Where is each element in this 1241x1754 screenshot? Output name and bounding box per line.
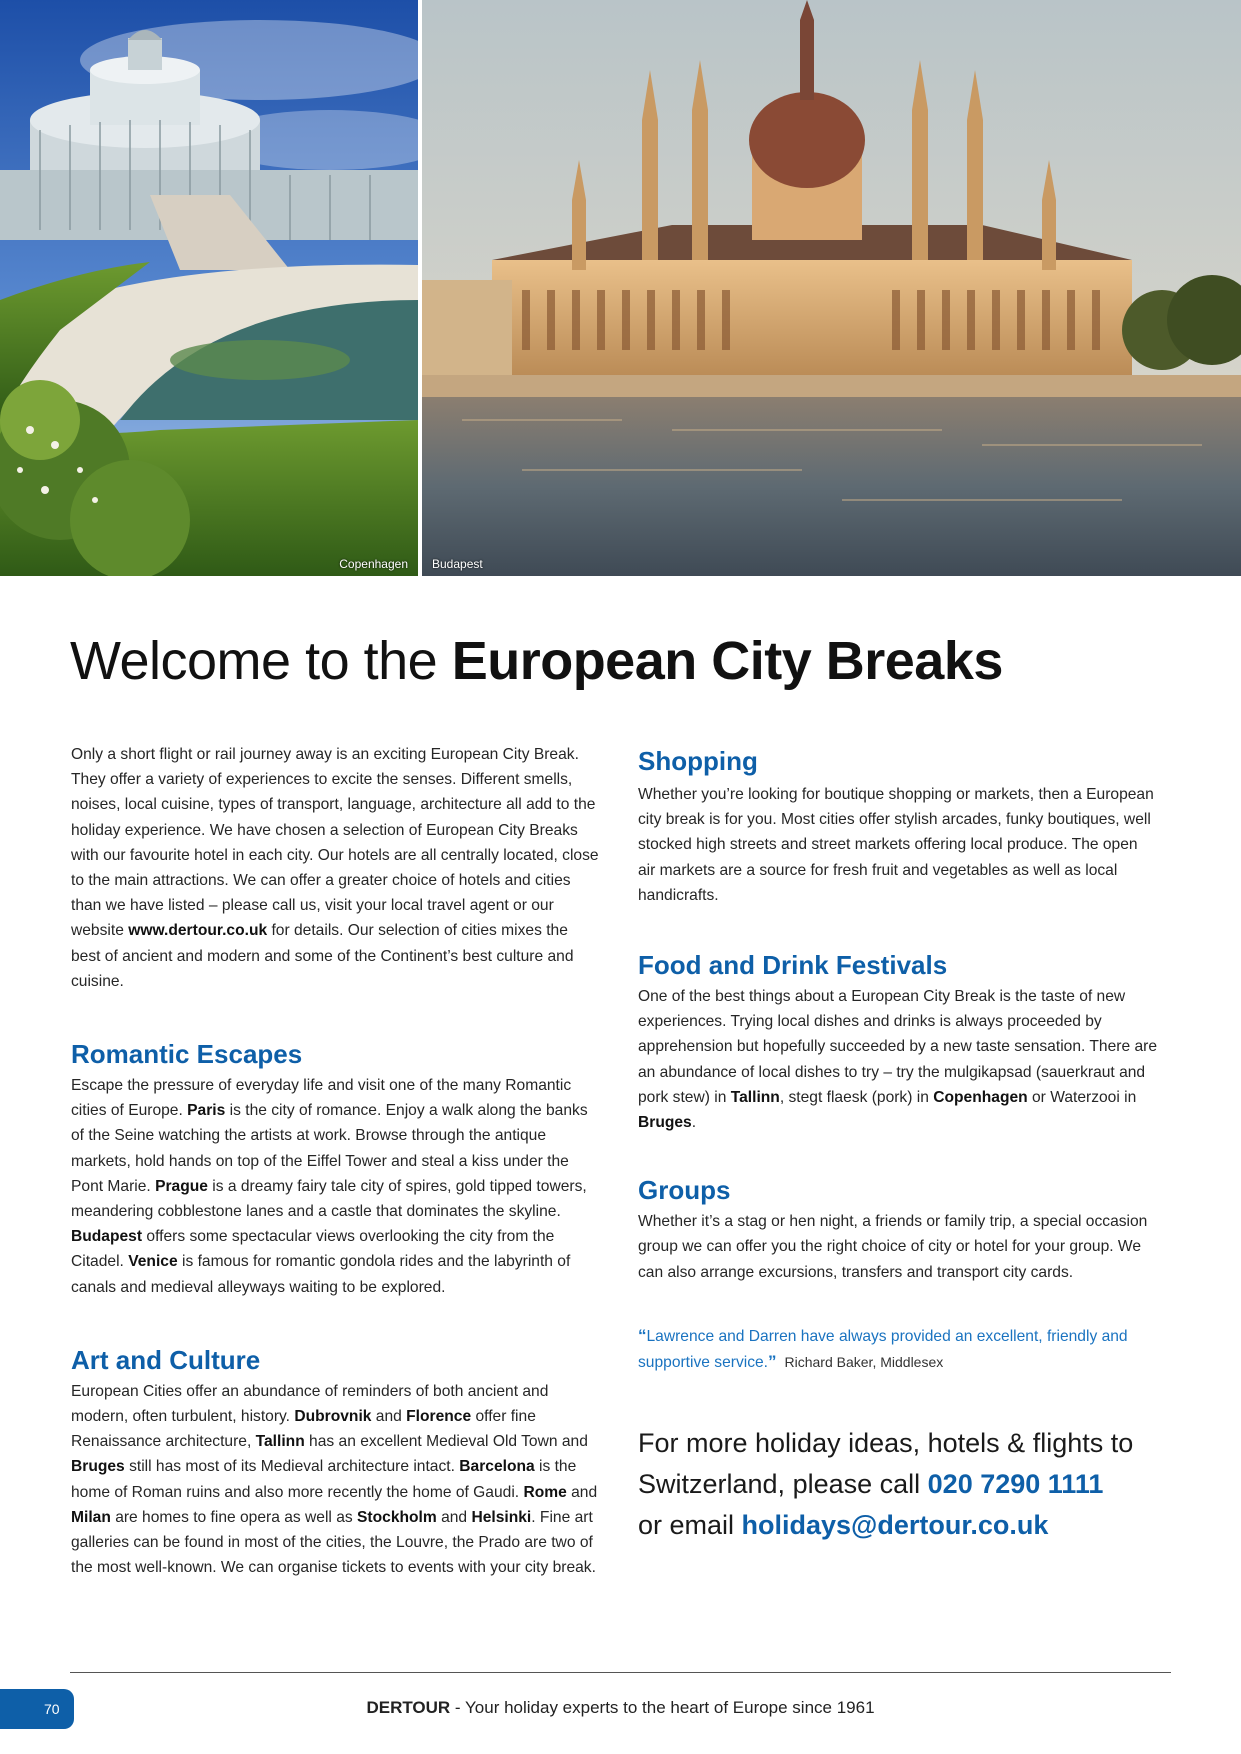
- photo-caption-budapest: Budapest: [432, 557, 483, 571]
- city-name: Stockholm: [357, 1508, 437, 1526]
- email-link[interactable]: holidays@dertour.co.uk: [741, 1510, 1049, 1541]
- intro-text-end: for details. Our selection of cities mixes the best of ancient and modern and some of the Continent’s best culture and cuisine.: [71, 922, 574, 990]
- intro-text: Only a short flight or rail journey away is an exciting European City Break. They offer a variety of experiences to excite the senses. Different smells, noises, local cuisine, types of transport, language, architecture all add to the holiday experience. We have chosen a selection of European City Breaks with our favourite hotel in each city. Our hotels are all centrally located, close to the main attractions. We can offer a greater choice of hotels and cities than we have listed – please call us, visit your local travel agent or our website: [71, 746, 599, 940]
- budapest-photo: [422, 0, 1241, 576]
- close-quote-mark: ”: [768, 1352, 777, 1372]
- contact-line-3: or email holidays@dertour.co.uk: [638, 1510, 1049, 1541]
- city-name: Paris: [187, 1102, 226, 1120]
- city-name: Budapest: [71, 1228, 143, 1246]
- page-title: [70, 630, 1003, 692]
- romantic-escapes-heading: Romantic Escapes: [71, 1039, 303, 1070]
- shopping-heading: Shopping: [638, 746, 758, 776]
- testimonial: [638, 1323, 1158, 1375]
- page-number-badge: 70: [0, 1689, 74, 1729]
- city-name: Bruges: [71, 1458, 125, 1476]
- footer-divider: [70, 1672, 1171, 1673]
- groups-heading: Groups: [638, 1175, 731, 1206]
- city-name: Prague: [155, 1177, 208, 1195]
- left-column: [71, 742, 601, 1580]
- romantic-escapes-paragraph: Escape the pressure of everyday life and visit one of the many Romantic cities of Europe. Paris is the city of romance. Enjoy a walk along the banks of the Seine watching the artists at work. Browse through the antique markets, hold hands on top of the Eiffel Tower and steal a kiss under the Pont Marie. Prague is a dreamy fairy tale city of spires, gold tipped towers, meandering cobblestone lanes and a castle that dominates the skyline. Budapest offers some spectacular views overlooking the city from the Citadel. Venice is famous for romantic gondola rides and the labyrinth of canals and medieval alleyways waiting to be explored.: [71, 1077, 588, 1296]
- city-name: Rome: [523, 1483, 567, 1501]
- city-name: Milan: [71, 1508, 111, 1526]
- contact-block: [638, 1423, 1158, 1546]
- budapest-parliament-image: [422, 0, 1241, 576]
- food-and-drink-heading: Food and Drink Festivals: [638, 950, 948, 981]
- testimonial-text: Lawrence and Darren have always provided an excellent, friendly and supportive service.: [638, 1327, 1128, 1372]
- intro-paragraph: [71, 742, 601, 994]
- city-name: Dubrovnik: [294, 1408, 372, 1426]
- brand-name: DERTOUR: [366, 1698, 451, 1717]
- open-quote-mark: “: [638, 1325, 647, 1345]
- city-name: Helsinki: [471, 1508, 532, 1526]
- contact-line-1: For more holiday ideas, hotels & flights to: [638, 1428, 1134, 1459]
- copenhagen-palm-house-image: [0, 0, 418, 576]
- testimonial-author: Richard Baker, Middlesex: [784, 1354, 944, 1371]
- city-name: Tallinn: [255, 1433, 305, 1451]
- website-link[interactable]: www.dertour.co.uk: [128, 922, 268, 940]
- city-name: Bruges: [638, 1114, 692, 1132]
- footer-text: [0, 1698, 1241, 1718]
- copenhagen-photo: [0, 0, 418, 576]
- city-name: Venice: [128, 1253, 178, 1271]
- art-and-culture-heading: Art and Culture: [71, 1344, 261, 1375]
- right-column: [638, 744, 1158, 1546]
- city-name: Barcelona: [459, 1458, 535, 1476]
- art-and-culture-paragraph: European Cities offer an abundance of reminders of both ancient and modern, often turbulent, history. Dubrovnik and Florence offer fine Renaissance architecture, Tallinn has an excellent Medieval Old Town and Bruges still has most of its Medieval architecture intact. Barcelona is the home of Roman ruins and also more recently the home of Gaudi. Rome and Milan are homes to fine opera as well as Stockholm and Helsinki. Fine art galleries can be found in most of the cities, the Louvre, the Prado are two of the most well-known. We can organise tickets to events with your city break.: [71, 1382, 598, 1577]
- shopping-paragraph: Whether you’re looking for boutique shopping or markets, then a European city break is for you. Most cities offer stylish arcades, funky boutiques, well stocked high streets and street markets offering local produce. The open air markets are a source for fresh fruit and vegetables as well as local handicrafts.: [638, 786, 1154, 904]
- city-name: Copenhagen: [933, 1088, 1028, 1106]
- groups-paragraph: Whether it’s a stag or hen night, a friends or family trip, a special occasion group we can offer you the right choice of city or hotel for your group. We can also arrange excursions, transfers and transport city cards.: [638, 1213, 1148, 1281]
- phone-number[interactable]: 020 7290 1111: [927, 1469, 1104, 1500]
- food-and-drink-paragraph: One of the best things about a European City Break is the taste of new experiences. Trying local dishes and drinks is always proceeded by apprehension but hopefully succeeded by a new taste sensation. There are an abundance of local dishes to try – try the mulgikapsad (sauerkraut and pork stew) in Tallinn, stegt flaesk (pork) in Copenhagen or Waterzooi in Bruges.: [638, 988, 1157, 1132]
- city-name: Tallinn: [730, 1088, 780, 1106]
- footer-tagline: - Your holiday experts to the heart of Europe since 1961: [450, 1698, 875, 1717]
- photo-caption-copenhagen: Copenhagen: [339, 557, 408, 571]
- title-light: Welcome to the: [70, 631, 452, 691]
- city-name: Florence: [406, 1408, 472, 1426]
- title-bold: European City Breaks: [451, 631, 1003, 691]
- contact-line-2: Switzerland, please call 020 7290 1111: [638, 1469, 1104, 1500]
